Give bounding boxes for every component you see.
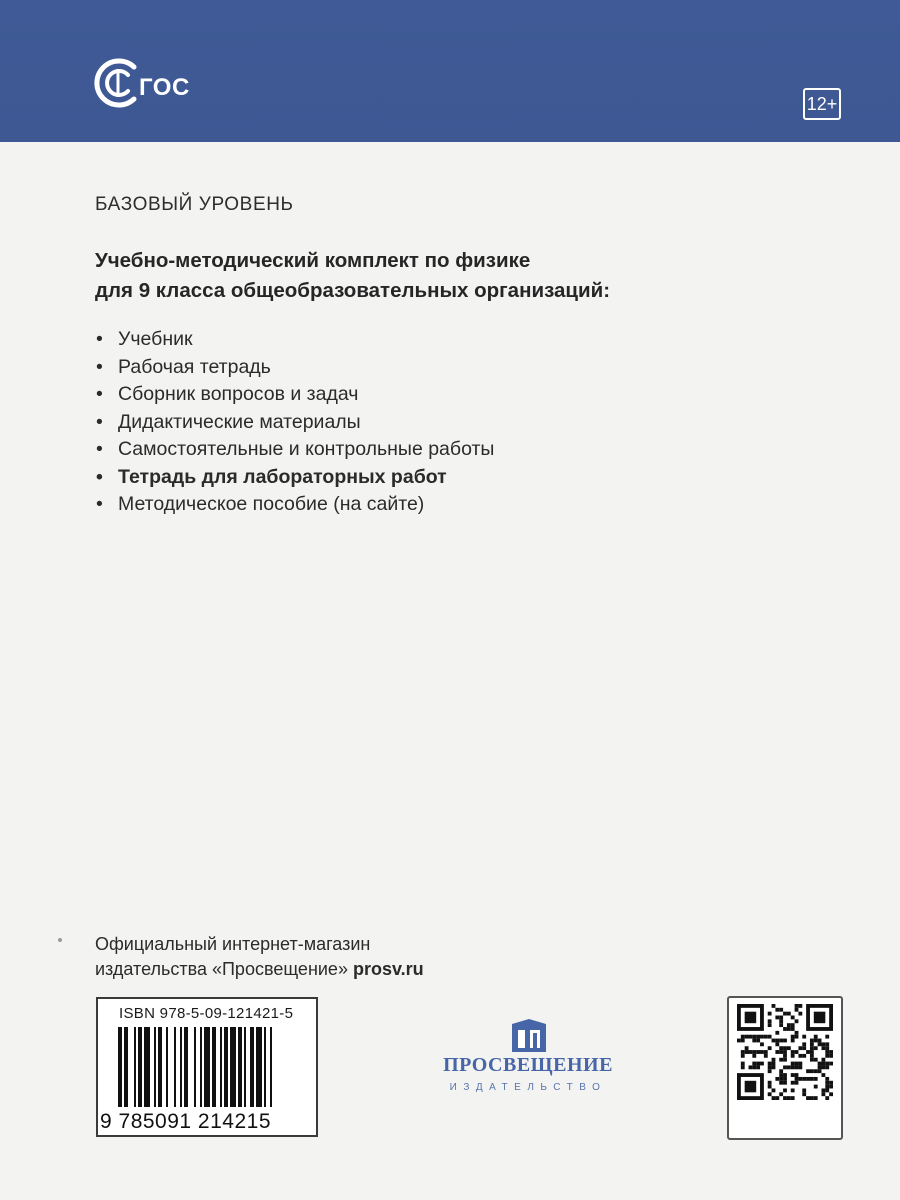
kit-title-line2: для 9 класса общеобразовательных организаций: bbox=[95, 279, 611, 302]
bullet: • bbox=[96, 328, 103, 350]
publisher-subtitle: ИЗДАТЕЛЬСТВО bbox=[449, 1082, 607, 1093]
qr-code-icon[interactable] bbox=[737, 1004, 833, 1100]
list-item bbox=[96, 409, 494, 437]
prosveshchenie-logo-icon bbox=[510, 1018, 548, 1054]
shop-line1: Официальный интернет-магазин bbox=[95, 934, 371, 954]
list-item-label: Рабочая тетрадь bbox=[118, 355, 271, 378]
list-item-highlighted bbox=[96, 464, 494, 492]
bullet: • bbox=[96, 410, 103, 433]
bullet: • bbox=[96, 355, 103, 378]
list-item-label: Тетрадь для лабораторных работ bbox=[118, 465, 447, 488]
list-item-label: Учебник bbox=[118, 328, 193, 350]
isbn-label: ISBN 978-5-09-121421-5 bbox=[119, 1005, 294, 1022]
shop-line2 bbox=[95, 957, 424, 982]
barcode-icon bbox=[118, 1027, 310, 1113]
shop-info bbox=[95, 932, 424, 982]
list-item-label: Сборник вопросов и задач bbox=[118, 383, 359, 405]
bullet: • bbox=[96, 438, 103, 460]
list-item bbox=[96, 491, 494, 519]
kit-items-list bbox=[96, 326, 494, 519]
list-item bbox=[96, 354, 494, 382]
list-item-label: Дидактические материалы bbox=[118, 410, 361, 433]
fgos-logo-text: ГОС bbox=[139, 74, 190, 101]
bullet: • bbox=[96, 493, 103, 515]
isbn-digits: 9 785091 214215 bbox=[100, 1110, 271, 1133]
list-item bbox=[96, 436, 494, 464]
bullet: • bbox=[96, 465, 103, 488]
list-item bbox=[96, 326, 494, 354]
publisher-name: ПРОСВЕЩЕНИЕ bbox=[443, 1054, 613, 1076]
list-item-label: Методическое пособие (на сайте) bbox=[118, 493, 425, 515]
shop-site-link[interactable]: prosv.ru bbox=[352, 959, 424, 979]
list-item-label: Самостоятельные и контрольные работы bbox=[118, 438, 495, 460]
kit-title-line1: Учебно-методический комплект по физике bbox=[95, 249, 531, 272]
bullet: • bbox=[96, 383, 103, 405]
print-dot bbox=[58, 938, 62, 942]
age-rating-badge: 12+ bbox=[803, 88, 841, 120]
level-label: БАЗОВЫЙ УРОВЕНЬ bbox=[95, 194, 294, 215]
list-item bbox=[96, 381, 494, 409]
shop-line2-prefix: издательства «Просвещение» bbox=[95, 959, 353, 979]
kit-title bbox=[95, 246, 610, 306]
